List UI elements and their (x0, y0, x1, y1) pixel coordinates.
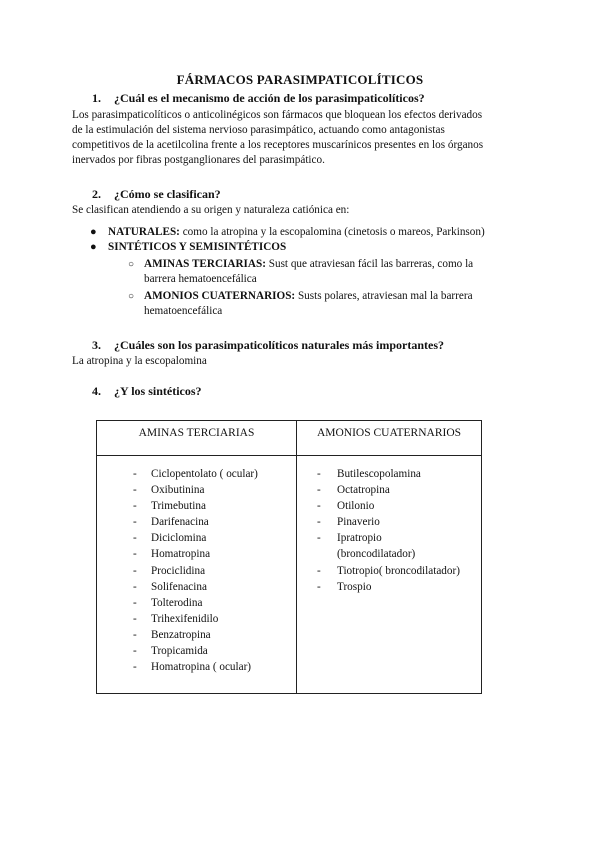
amonios-label: AMONIOS CUATERNARIOS: (144, 290, 296, 302)
amonios-item: - Pinaverio (297, 514, 481, 530)
aminas-item: - Darifenacina (97, 514, 296, 530)
bullet-icon: ● (90, 241, 97, 253)
amonios-item: - Octatropina (297, 482, 481, 498)
amonios-item: - Otilonio (297, 498, 481, 514)
aminas-item: - Ciclopentolato ( ocular) (97, 466, 296, 482)
answer-1-line-3: competitivos de la acetilcolina frente a los receptores muscarínicos presentes en los órganos (72, 139, 484, 151)
aminas-item: - Trimebutina (97, 498, 296, 514)
table-header-amonios (297, 421, 482, 456)
aminas-item: - Benzatropina (97, 627, 296, 643)
naturales-text: como la atropina y la escopalomina (cinetosis o mareos, Parkinson) (179, 226, 485, 238)
amonios-cell (297, 456, 482, 694)
answer-1-line-2: de la estimulación del sistema nervioso parasimpático, actuando como antagonistas (72, 124, 445, 136)
list-item-sinteticos (108, 240, 286, 255)
amonios-item: (broncodilatador) (337, 548, 416, 561)
question-4 (92, 384, 202, 399)
amonios-item: - Trospio (297, 579, 481, 595)
aminas-item: - Tropicamida (97, 643, 296, 659)
page-title: FÁRMACOS PARASIMPATICOLÍTICOS (176, 72, 424, 87)
amonios-text-line-2: hematoencefálica (144, 305, 223, 317)
answer-1-line-4: inervados por fibras postganglionares del parasimpático. (72, 154, 325, 166)
question-2-number: 2. (92, 187, 101, 201)
aminas-list (97, 456, 296, 675)
question-4-number: 4. (92, 384, 101, 398)
table-header-aminas (97, 421, 297, 456)
table-header-amonios-label: AMONIOS CUATERNARIOS (316, 427, 462, 439)
answer-3: La atropina y la escopalomina (72, 355, 207, 367)
table-body-row (97, 456, 482, 694)
question-3-text: ¿Cuáles son los parasimpaticolíticos naturales más importantes? (114, 338, 444, 352)
answer-1-line-1: Los parasimpaticolíticos o anticolinégicos son fármacos que bloquean los efectos derivados (72, 109, 483, 121)
amonios-text: Susts polares, atraviesan mal la barrera (295, 290, 473, 302)
amonios-item: - Tiotropio( broncodilatador) (297, 563, 481, 579)
question-3-number: 3. (92, 338, 101, 352)
aminas-item: - Homatropina (97, 546, 296, 562)
sinteticos-label: SINTÉTICOS Y SEMISINTÉTICOS (108, 241, 287, 253)
list-item-amonios (144, 289, 528, 304)
amonios-item: - Ipratropio (297, 530, 481, 546)
aminas-label: AMINAS TERCIARIAS: (144, 258, 266, 270)
aminas-item: - Homatropina ( ocular) (97, 659, 296, 675)
aminas-item: - Solifenacina (97, 579, 296, 595)
circle-bullet-icon: ○ (128, 291, 135, 302)
question-1 (92, 91, 425, 106)
drugs-table (96, 420, 482, 694)
naturales-label: NATURALES: (108, 226, 180, 238)
circle-bullet-icon: ○ (128, 259, 135, 270)
table-header-row (97, 421, 482, 456)
question-4-text: ¿Y los sintéticos? (114, 384, 202, 398)
aminas-item: - Prociclidina (97, 563, 296, 579)
answer-2-intro: Se clasifican atendiendo a su origen y naturaleza catiónica en: (72, 204, 350, 216)
aminas-item: - Diciclomina (97, 530, 296, 546)
list-item-aminas (144, 257, 528, 272)
aminas-item: - Trihexifenidilo (97, 611, 296, 627)
aminas-text-line-2: barrera hematoencefálica (144, 273, 257, 285)
amonios-item: - Butilescopolamina (297, 466, 481, 482)
question-1-number: 1. (92, 91, 101, 105)
question-2-text: ¿Cómo se clasifican? (114, 187, 221, 201)
list-item-naturales (108, 225, 485, 240)
aminas-cell (97, 456, 297, 694)
table-header-aminas-label: AMINAS TERCIARIAS (138, 427, 255, 439)
bullet-icon: ● (90, 226, 97, 238)
question-2 (92, 187, 221, 202)
aminas-item: - Tolterodina (97, 595, 296, 611)
aminas-text: Sust que atraviesan fácil las barreras, como la (265, 258, 474, 270)
aminas-item: - Oxibutinina (97, 482, 296, 498)
amonios-list (297, 456, 481, 595)
question-3 (92, 338, 444, 353)
question-1-text: ¿Cuál es el mecanismo de acción de los parasimpaticolíticos? (114, 91, 425, 105)
